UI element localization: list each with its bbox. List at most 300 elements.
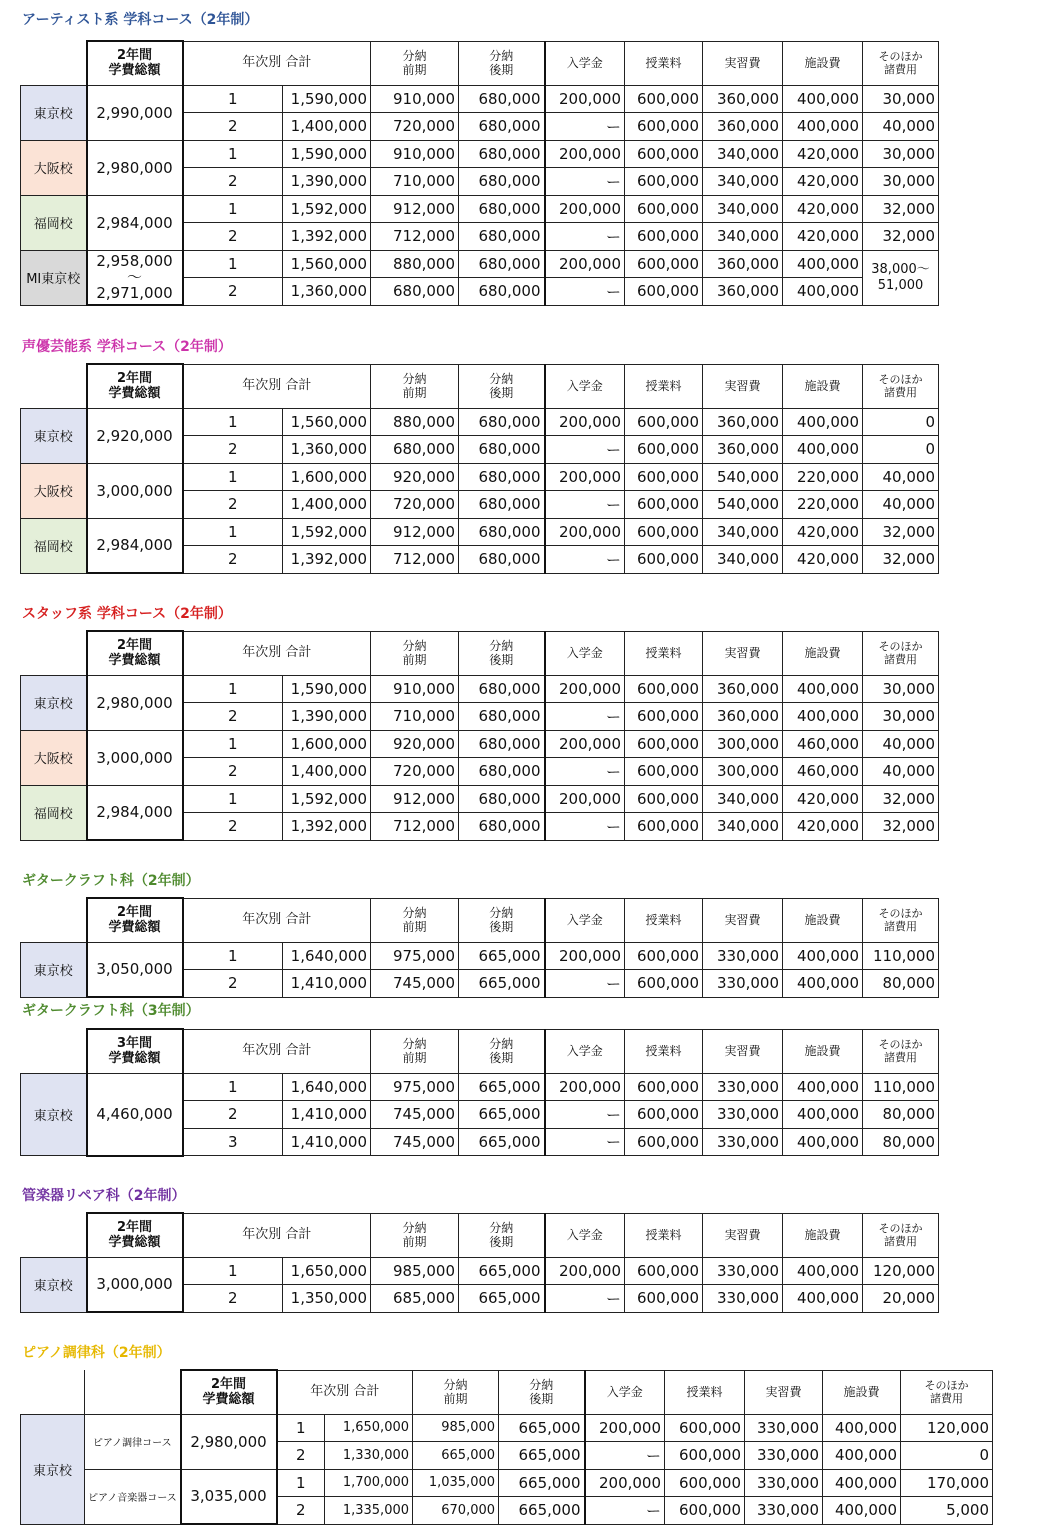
cell-practice: 360,000 bbox=[703, 278, 783, 306]
course-name: ピアノ音楽器コース bbox=[85, 1469, 181, 1524]
header-split-first bbox=[371, 631, 459, 675]
header-other-line: 諸費用 bbox=[884, 1051, 918, 1064]
cell-admission: ー bbox=[545, 491, 625, 519]
cell-admission: ー bbox=[585, 1497, 665, 1525]
cell-split-first: 710,000 bbox=[371, 168, 459, 196]
cell-year: 1 bbox=[277, 1469, 325, 1497]
program-total: 2,980,000 bbox=[87, 140, 183, 195]
header-split-second bbox=[459, 631, 545, 675]
cell-admission: 200,000 bbox=[545, 85, 625, 113]
header-other bbox=[863, 41, 939, 85]
cell-split-second: 665,000 bbox=[499, 1414, 585, 1442]
cell-admission: ー bbox=[545, 703, 625, 731]
header-row bbox=[21, 1370, 993, 1414]
header-tuition: 授業料 bbox=[625, 41, 703, 85]
cell-split-second: 680,000 bbox=[459, 491, 545, 519]
header-total bbox=[87, 898, 183, 942]
cell-practice: 330,000 bbox=[745, 1497, 823, 1525]
cell-year: 2 bbox=[183, 758, 283, 786]
cell-admission: ー bbox=[545, 436, 625, 464]
header-split-first bbox=[371, 41, 459, 85]
fee-table bbox=[20, 363, 939, 574]
campus-name: 東京校 bbox=[21, 675, 87, 730]
header-total bbox=[87, 631, 183, 675]
header-practice: 実習費 bbox=[703, 631, 783, 675]
cell-tuition: 600,000 bbox=[665, 1414, 745, 1442]
table-row bbox=[21, 518, 939, 546]
cell-practice: 340,000 bbox=[703, 168, 783, 196]
cell-year-total: 1,400,000 bbox=[283, 113, 371, 141]
campus-name: 福岡校 bbox=[21, 195, 87, 250]
cell-split-first: 920,000 bbox=[371, 730, 459, 758]
cell-admission: 200,000 bbox=[545, 250, 625, 278]
cell-year: 1 bbox=[277, 1414, 325, 1442]
cell-split-second: 665,000 bbox=[499, 1497, 585, 1525]
header-practice: 実習費 bbox=[703, 1029, 783, 1073]
header-split-first-line: 分納 bbox=[402, 49, 427, 63]
cell-other: 32,000 bbox=[863, 195, 939, 223]
campus-name: 東京校 bbox=[21, 942, 87, 997]
cell-year-total: 1,335,000 bbox=[325, 1497, 413, 1525]
cell-year: 2 bbox=[183, 168, 283, 196]
cell-facility: 400,000 bbox=[783, 942, 863, 970]
cell-facility: 420,000 bbox=[783, 223, 863, 251]
header-other-line: そのほか bbox=[878, 1222, 923, 1235]
cell-admission: 200,000 bbox=[545, 1073, 625, 1101]
header-other bbox=[863, 1029, 939, 1073]
header-row bbox=[21, 631, 939, 675]
cell-split-second: 665,000 bbox=[499, 1469, 585, 1497]
cell-split-second: 680,000 bbox=[459, 195, 545, 223]
cell-tuition: 600,000 bbox=[625, 168, 703, 196]
cell-facility: 400,000 bbox=[783, 85, 863, 113]
cell-other: 30,000 bbox=[863, 675, 939, 703]
cell-practice: 340,000 bbox=[703, 223, 783, 251]
cell-practice: 300,000 bbox=[703, 758, 783, 786]
cell-admission: ー bbox=[545, 758, 625, 786]
cell-year: 1 bbox=[183, 518, 283, 546]
campus-name: 大阪校 bbox=[21, 463, 87, 518]
cell-tuition: 600,000 bbox=[625, 85, 703, 113]
fee-table bbox=[20, 897, 939, 998]
header-split-first-line: 分納 bbox=[402, 906, 427, 920]
cell-other: 32,000 bbox=[863, 813, 939, 841]
cell-year-total: 1,650,000 bbox=[283, 1257, 371, 1285]
header-split-second-line: 分納 bbox=[489, 372, 514, 386]
cell-tuition: 600,000 bbox=[625, 250, 703, 278]
header-split-second bbox=[459, 898, 545, 942]
fee-table bbox=[20, 630, 939, 841]
cell-tuition: 600,000 bbox=[625, 491, 703, 519]
cell-split-second: 680,000 bbox=[459, 436, 545, 464]
cell-admission: 200,000 bbox=[545, 195, 625, 223]
campus-name: 東京校 bbox=[21, 1257, 87, 1312]
cell-other: 32,000 bbox=[863, 785, 939, 813]
fee-table bbox=[20, 1028, 939, 1157]
header-other bbox=[863, 631, 939, 675]
cell-tuition: 600,000 bbox=[625, 730, 703, 758]
cell-practice: 340,000 bbox=[703, 195, 783, 223]
cell-split-first: 920,000 bbox=[371, 463, 459, 491]
header-split-first-line: 分納 bbox=[402, 639, 427, 653]
cell-facility: 400,000 bbox=[783, 675, 863, 703]
header-split-second-line: 分納 bbox=[489, 49, 514, 63]
header-blank bbox=[21, 898, 87, 942]
header-year-sum: 年次別 合計 bbox=[183, 1029, 371, 1073]
cell-year-total: 1,590,000 bbox=[283, 140, 371, 168]
header-split-first bbox=[371, 364, 459, 408]
header-admission: 入学金 bbox=[545, 364, 625, 408]
header-practice: 実習費 bbox=[745, 1370, 823, 1414]
cell-facility: 400,000 bbox=[783, 1285, 863, 1313]
section-title: 声優芸能系 学科コース（2年制） bbox=[22, 339, 232, 355]
header-split-second bbox=[459, 364, 545, 408]
header-admission: 入学金 bbox=[545, 41, 625, 85]
header-other-line: そのほか bbox=[878, 640, 923, 653]
cell-split-second: 680,000 bbox=[459, 85, 545, 113]
cell-split-second: 680,000 bbox=[459, 223, 545, 251]
cell-other: 20,000 bbox=[863, 1285, 939, 1313]
cell-admission: ー bbox=[545, 1285, 625, 1313]
cell-facility: 400,000 bbox=[783, 250, 863, 278]
cell-admission: 200,000 bbox=[545, 730, 625, 758]
cell-practice: 360,000 bbox=[703, 675, 783, 703]
cell-tuition: 600,000 bbox=[625, 1257, 703, 1285]
cell-split-second: 665,000 bbox=[459, 1285, 545, 1313]
cell-practice: 360,000 bbox=[703, 703, 783, 731]
cell-other: 30,000 bbox=[863, 168, 939, 196]
cell-tuition: 600,000 bbox=[625, 195, 703, 223]
header-row bbox=[21, 41, 939, 85]
cell-year: 2 bbox=[183, 970, 283, 998]
cell-split-first: 712,000 bbox=[371, 223, 459, 251]
cell-tuition: 600,000 bbox=[625, 278, 703, 306]
cell-split-second: 665,000 bbox=[459, 942, 545, 970]
header-facility: 施設費 bbox=[783, 364, 863, 408]
cell-practice: 340,000 bbox=[703, 785, 783, 813]
cell-facility: 400,000 bbox=[783, 113, 863, 141]
cell-practice: 330,000 bbox=[703, 1285, 783, 1313]
campus-name: MI東京校 bbox=[21, 250, 87, 305]
other-merged-line: 51,000 bbox=[877, 277, 924, 293]
header-split-first-line: 分納 bbox=[402, 372, 427, 386]
cell-facility: 460,000 bbox=[783, 758, 863, 786]
header-facility: 施設費 bbox=[783, 631, 863, 675]
header-total-line: 学費総額 bbox=[108, 63, 161, 79]
cell-facility: 400,000 bbox=[783, 970, 863, 998]
cell-split-second: 680,000 bbox=[459, 168, 545, 196]
cell-split-second: 680,000 bbox=[459, 758, 545, 786]
cell-year-total: 1,392,000 bbox=[283, 546, 371, 574]
header-other-line: そのほか bbox=[878, 373, 923, 386]
table-row bbox=[21, 730, 939, 758]
header-total-line: 学費総額 bbox=[108, 653, 161, 669]
section-title: ギタークラフト科（2年制） bbox=[22, 873, 200, 889]
cell-tuition: 600,000 bbox=[625, 436, 703, 464]
header-year-sum: 年次別 合計 bbox=[277, 1370, 413, 1414]
cell-admission: 200,000 bbox=[585, 1469, 665, 1497]
header-tuition: 授業料 bbox=[625, 1029, 703, 1073]
cell-split-second: 665,000 bbox=[459, 1257, 545, 1285]
cell-practice: 330,000 bbox=[703, 1101, 783, 1129]
cell-year: 2 bbox=[183, 113, 283, 141]
cell-split-first: 665,000 bbox=[413, 1442, 499, 1470]
cell-other: 40,000 bbox=[863, 491, 939, 519]
cell-year: 2 bbox=[183, 703, 283, 731]
header-total-line: 2年間 bbox=[210, 1377, 247, 1393]
cell-tuition: 600,000 bbox=[665, 1497, 745, 1525]
cell-split-first: 710,000 bbox=[371, 703, 459, 731]
cell-split-second: 680,000 bbox=[459, 813, 545, 841]
header-split-second-line: 後期 bbox=[529, 1392, 554, 1406]
cell-year-total: 1,592,000 bbox=[283, 518, 371, 546]
header-year-sum: 年次別 合計 bbox=[183, 1213, 371, 1257]
cell-practice: 330,000 bbox=[703, 1257, 783, 1285]
section-title: ピアノ調律科（2年制） bbox=[22, 1345, 171, 1361]
cell-split-second: 680,000 bbox=[459, 703, 545, 731]
cell-year: 1 bbox=[183, 942, 283, 970]
cell-tuition: 600,000 bbox=[625, 813, 703, 841]
cell-year-total: 1,410,000 bbox=[283, 970, 371, 998]
cell-year-total: 1,592,000 bbox=[283, 785, 371, 813]
cell-other: 120,000 bbox=[863, 1257, 939, 1285]
header-admission: 入学金 bbox=[545, 898, 625, 942]
cell-split-first: 712,000 bbox=[371, 813, 459, 841]
cell-split-first: 880,000 bbox=[371, 408, 459, 436]
header-facility: 施設費 bbox=[783, 41, 863, 85]
header-total bbox=[87, 1213, 183, 1257]
cell-year-total: 1,592,000 bbox=[283, 195, 371, 223]
cell-admission: 200,000 bbox=[545, 140, 625, 168]
cell-practice: 540,000 bbox=[703, 491, 783, 519]
header-other-line: そのほか bbox=[878, 907, 923, 920]
cell-split-first: 880,000 bbox=[371, 250, 459, 278]
header-split-second-line: 分納 bbox=[489, 906, 514, 920]
header-total bbox=[87, 364, 183, 408]
cell-split-first: 975,000 bbox=[371, 942, 459, 970]
table-row bbox=[21, 1469, 993, 1497]
header-tuition: 授業料 bbox=[625, 631, 703, 675]
campus-name: 東京校 bbox=[21, 1414, 85, 1524]
cell-tuition: 600,000 bbox=[625, 223, 703, 251]
cell-year: 1 bbox=[183, 730, 283, 758]
cell-tuition: 600,000 bbox=[625, 546, 703, 574]
cell-year: 2 bbox=[183, 436, 283, 464]
cell-year: 1 bbox=[183, 1073, 283, 1101]
cell-split-second: 680,000 bbox=[459, 250, 545, 278]
header-other bbox=[863, 1213, 939, 1257]
cell-facility: 400,000 bbox=[783, 1101, 863, 1129]
header-other bbox=[901, 1370, 993, 1414]
cell-tuition: 600,000 bbox=[625, 942, 703, 970]
cell-other-merged bbox=[863, 250, 939, 305]
cell-other: 40,000 bbox=[863, 730, 939, 758]
header-year-sum: 年次別 合計 bbox=[183, 631, 371, 675]
table-row bbox=[21, 942, 939, 970]
cell-year-total: 1,330,000 bbox=[325, 1442, 413, 1470]
cell-facility: 420,000 bbox=[783, 813, 863, 841]
header-split-second-line: 分納 bbox=[489, 639, 514, 653]
cell-year: 2 bbox=[277, 1442, 325, 1470]
cell-admission: 200,000 bbox=[545, 518, 625, 546]
header-practice: 実習費 bbox=[703, 41, 783, 85]
cell-split-first: 912,000 bbox=[371, 518, 459, 546]
cell-year: 1 bbox=[183, 408, 283, 436]
cell-split-first: 1,035,000 bbox=[413, 1469, 499, 1497]
header-split-first-line: 分納 bbox=[443, 1378, 468, 1392]
cell-practice: 340,000 bbox=[703, 813, 783, 841]
cell-practice: 540,000 bbox=[703, 463, 783, 491]
header-total-line: 2年間 bbox=[116, 905, 153, 921]
cell-year-total: 1,410,000 bbox=[283, 1128, 371, 1156]
campus-name: 福岡校 bbox=[21, 518, 87, 573]
cell-split-first: 745,000 bbox=[371, 970, 459, 998]
cell-admission: ー bbox=[545, 546, 625, 574]
table-row bbox=[21, 785, 939, 813]
cell-year-total: 1,390,000 bbox=[283, 703, 371, 731]
header-blank bbox=[21, 631, 87, 675]
cell-year-total: 1,350,000 bbox=[283, 1285, 371, 1313]
header-admission: 入学金 bbox=[545, 631, 625, 675]
cell-admission: 200,000 bbox=[545, 675, 625, 703]
cell-year: 2 bbox=[183, 813, 283, 841]
cell-split-first: 720,000 bbox=[371, 758, 459, 786]
cell-tuition: 600,000 bbox=[625, 1128, 703, 1156]
section-title: ギタークラフト科（3年制） bbox=[22, 1003, 200, 1019]
program-total bbox=[87, 250, 183, 305]
fee-table bbox=[20, 1212, 939, 1313]
header-total-line: 2年間 bbox=[116, 48, 153, 64]
cell-split-first: 745,000 bbox=[371, 1101, 459, 1129]
cell-facility: 420,000 bbox=[783, 168, 863, 196]
cell-year-total: 1,600,000 bbox=[283, 730, 371, 758]
cell-year: 3 bbox=[183, 1128, 283, 1156]
cell-facility: 400,000 bbox=[783, 1257, 863, 1285]
cell-year-total: 1,390,000 bbox=[283, 168, 371, 196]
header-facility: 施設費 bbox=[823, 1370, 901, 1414]
header-total bbox=[87, 41, 183, 85]
section-title: アーティスト系 学科コース（2年制） bbox=[22, 12, 259, 28]
cell-facility: 400,000 bbox=[823, 1442, 901, 1470]
cell-practice: 360,000 bbox=[703, 436, 783, 464]
program-total: 3,000,000 bbox=[87, 1257, 183, 1312]
table-row bbox=[21, 140, 939, 168]
cell-other: 32,000 bbox=[863, 223, 939, 251]
cell-facility: 420,000 bbox=[783, 785, 863, 813]
cell-year: 1 bbox=[183, 85, 283, 113]
cell-practice: 360,000 bbox=[703, 85, 783, 113]
header-other-line: そのほか bbox=[878, 50, 923, 63]
header-tuition: 授業料 bbox=[625, 364, 703, 408]
section-title: スタッフ系 学科コース（2年制） bbox=[22, 606, 232, 622]
cell-practice: 340,000 bbox=[703, 140, 783, 168]
cell-tuition: 600,000 bbox=[625, 703, 703, 731]
header-tuition: 授業料 bbox=[625, 898, 703, 942]
program-total: 3,050,000 bbox=[87, 942, 183, 997]
cell-other: 120,000 bbox=[901, 1414, 993, 1442]
cell-year: 1 bbox=[183, 1257, 283, 1285]
cell-other: 0 bbox=[863, 408, 939, 436]
cell-split-first: 745,000 bbox=[371, 1128, 459, 1156]
header-total-line: 2年間 bbox=[116, 638, 153, 654]
header-tuition: 授業料 bbox=[625, 1213, 703, 1257]
cell-facility: 420,000 bbox=[783, 140, 863, 168]
program-total: 2,984,000 bbox=[87, 518, 183, 573]
cell-tuition: 600,000 bbox=[665, 1442, 745, 1470]
header-practice: 実習費 bbox=[703, 364, 783, 408]
cell-year-total: 1,700,000 bbox=[325, 1469, 413, 1497]
cell-year: 2 bbox=[183, 1285, 283, 1313]
cell-facility: 400,000 bbox=[823, 1469, 901, 1497]
cell-year: 1 bbox=[183, 140, 283, 168]
header-total-line: 学費総額 bbox=[202, 1392, 255, 1408]
header-total bbox=[87, 1029, 183, 1073]
header-admission: 入学金 bbox=[545, 1213, 625, 1257]
cell-year-total: 1,400,000 bbox=[283, 758, 371, 786]
campus-name: 大阪校 bbox=[21, 730, 87, 785]
cell-year-total: 1,400,000 bbox=[283, 491, 371, 519]
cell-year-total: 1,590,000 bbox=[283, 85, 371, 113]
campus-name: 東京校 bbox=[21, 408, 87, 463]
header-blank-course bbox=[85, 1370, 181, 1414]
cell-tuition: 600,000 bbox=[625, 140, 703, 168]
cell-admission: 200,000 bbox=[545, 942, 625, 970]
cell-admission: ー bbox=[585, 1442, 665, 1470]
cell-split-second: 665,000 bbox=[459, 970, 545, 998]
cell-other: 40,000 bbox=[863, 113, 939, 141]
table-row bbox=[21, 1073, 939, 1101]
header-total-line: 学費総額 bbox=[108, 1235, 161, 1251]
cell-year: 2 bbox=[183, 278, 283, 306]
cell-year: 1 bbox=[183, 675, 283, 703]
header-facility: 施設費 bbox=[783, 898, 863, 942]
campus-name: 東京校 bbox=[21, 85, 87, 140]
cell-tuition: 600,000 bbox=[625, 408, 703, 436]
header-split-second-line: 後期 bbox=[489, 386, 514, 400]
cell-facility: 420,000 bbox=[783, 195, 863, 223]
header-total bbox=[181, 1370, 277, 1414]
header-split-second bbox=[499, 1370, 585, 1414]
cell-split-second: 680,000 bbox=[459, 518, 545, 546]
cell-facility: 400,000 bbox=[783, 1073, 863, 1101]
cell-split-first: 680,000 bbox=[371, 436, 459, 464]
cell-split-first: 985,000 bbox=[413, 1414, 499, 1442]
cell-facility: 400,000 bbox=[783, 278, 863, 306]
cell-facility: 420,000 bbox=[783, 518, 863, 546]
header-split-first-line: 前期 bbox=[402, 1235, 427, 1249]
cell-year-total: 1,650,000 bbox=[325, 1414, 413, 1442]
cell-other: 40,000 bbox=[863, 758, 939, 786]
header-split-second-line: 後期 bbox=[489, 63, 514, 77]
cell-split-first: 912,000 bbox=[371, 195, 459, 223]
cell-practice: 330,000 bbox=[745, 1469, 823, 1497]
cell-year-total: 1,392,000 bbox=[283, 223, 371, 251]
cell-year: 1 bbox=[183, 785, 283, 813]
cell-other: 0 bbox=[863, 436, 939, 464]
cell-admission: ー bbox=[545, 113, 625, 141]
cell-year-total: 1,590,000 bbox=[283, 675, 371, 703]
header-total-line: 2年間 bbox=[116, 371, 153, 387]
cell-facility: 400,000 bbox=[783, 703, 863, 731]
cell-year-total: 1,410,000 bbox=[283, 1101, 371, 1129]
header-other-line: そのほか bbox=[878, 1038, 923, 1051]
cell-year-total: 1,392,000 bbox=[283, 813, 371, 841]
cell-split-first: 910,000 bbox=[371, 85, 459, 113]
cell-practice: 340,000 bbox=[703, 546, 783, 574]
table-row bbox=[21, 85, 939, 113]
header-split-second-line: 後期 bbox=[489, 1051, 514, 1065]
header-other-line: 諸費用 bbox=[930, 1392, 964, 1405]
